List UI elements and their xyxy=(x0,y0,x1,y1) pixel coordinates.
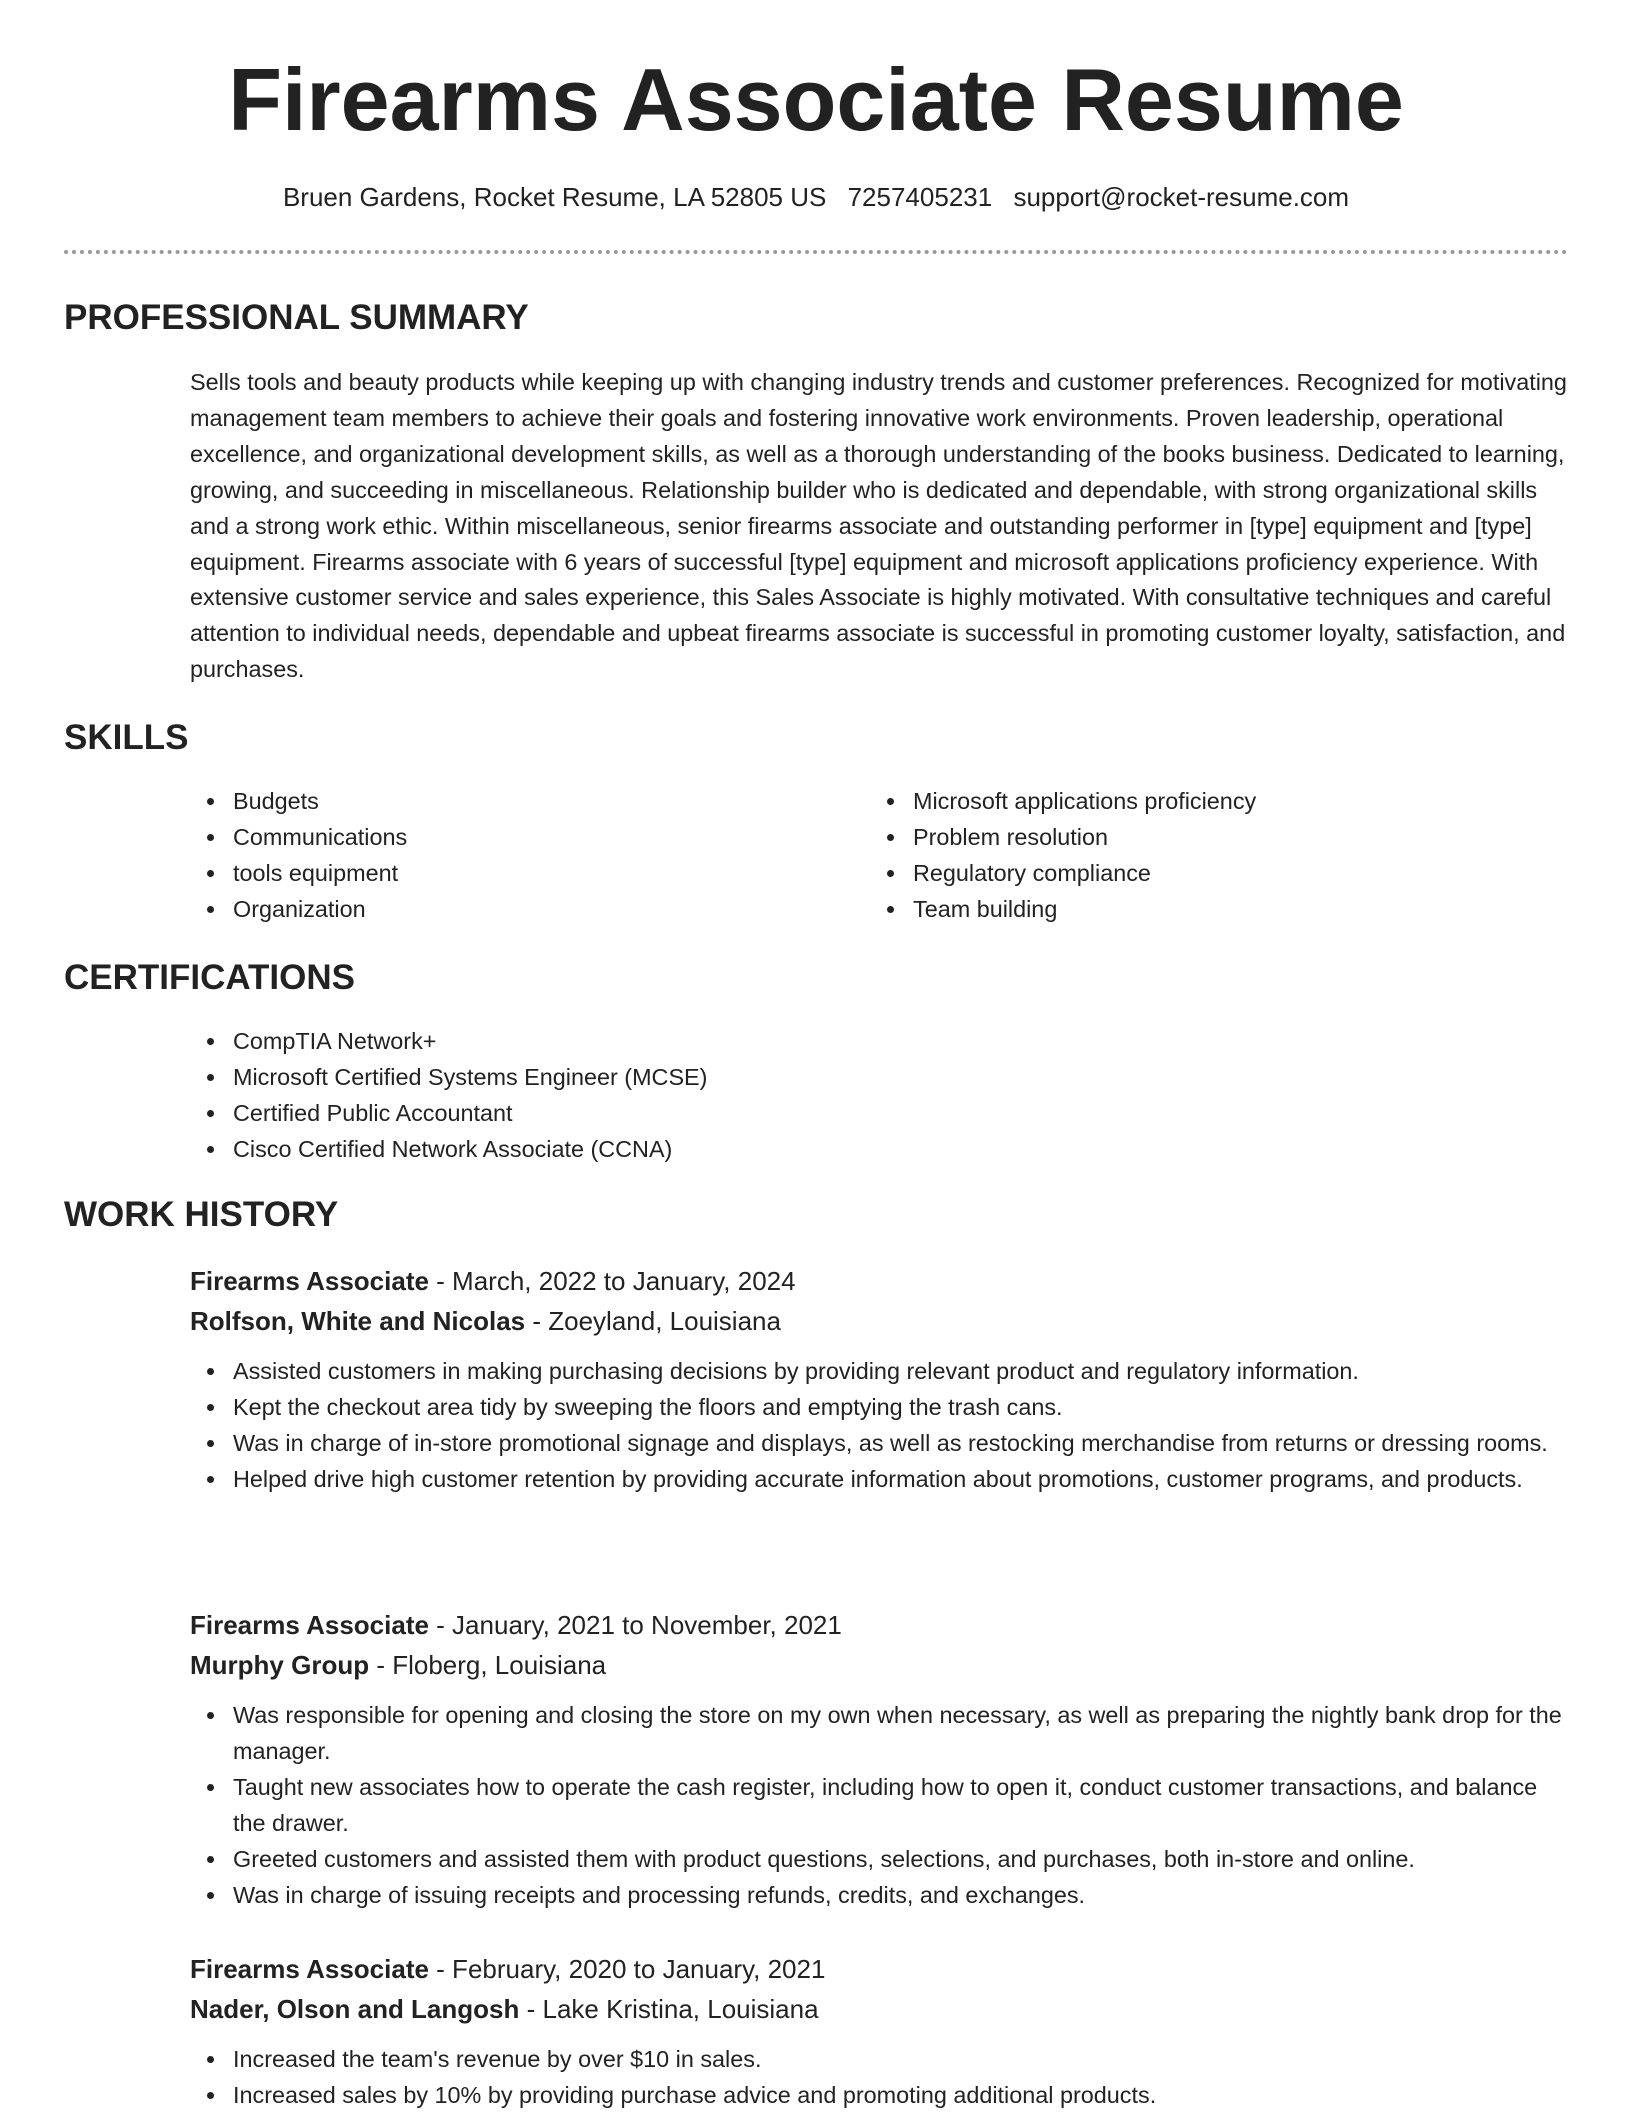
skill-item: Communications xyxy=(233,819,873,855)
job-title: Firearms Associate xyxy=(190,1610,429,1640)
job-company: Nader, Olson and Langosh xyxy=(190,1994,520,2024)
job-duty: Increased sales by 10% by providing purchase advice and promoting additional products. xyxy=(233,2077,1570,2113)
job-duty: Taught new associates how to operate the cash register, including how to open it, conduct customer transactions, and balance the drawer. xyxy=(233,1769,1570,1841)
certifications-list xyxy=(190,1023,1533,1167)
skill-item: Problem resolution xyxy=(913,819,1553,855)
job-location: - Lake Kristina, Louisiana xyxy=(519,1994,819,2024)
contact-line xyxy=(0,181,1632,215)
job-entry xyxy=(190,1605,1570,1913)
certifications-heading: CERTIFICATIONS xyxy=(64,958,356,997)
job-dates: - March, 2022 to January, 2024 xyxy=(428,1266,796,1296)
job-duty: Increased the team's revenue by over $10 in sales. xyxy=(233,2041,1570,2077)
job-title-line xyxy=(190,1261,1570,1301)
skills-heading: SKILLS xyxy=(64,718,189,757)
skill-item: Budgets xyxy=(233,783,873,819)
skills-list-left xyxy=(190,783,873,927)
job-duty: Was in charge of issuing receipts and processing refunds, credits, and exchanges. xyxy=(233,1877,1570,1913)
work-history-heading: WORK HISTORY xyxy=(64,1195,339,1234)
job-company-line xyxy=(190,1645,1570,1685)
certification-item: Microsoft Certified Systems Engineer (MCSE) xyxy=(233,1059,1533,1095)
certification-item: CompTIA Network+ xyxy=(233,1023,1533,1059)
contact-address: Bruen Gardens, Rocket Resume, LA 52805 US xyxy=(282,182,827,212)
skill-item: tools equipment xyxy=(233,855,873,891)
job-entry xyxy=(190,1261,1570,1497)
job-duty: Kept the checkout area tidy by sweeping the floors and emptying the trash cans. xyxy=(233,1389,1570,1425)
job-duties-list xyxy=(190,1353,1570,1497)
job-duty: Helped drive high customer retention by providing accurate information about promotions, customer programs, and products. xyxy=(233,1461,1570,1497)
job-entry xyxy=(190,1949,1570,2113)
job-duties-list xyxy=(190,2041,1570,2113)
job-title: Firearms Associate xyxy=(190,1954,429,1984)
job-title-line xyxy=(190,1949,1570,1989)
skills-list-right xyxy=(870,783,1553,927)
skill-item: Regulatory compliance xyxy=(913,855,1553,891)
job-duty: Assisted customers in making purchasing decisions by providing relevant product and regulatory information. xyxy=(233,1353,1570,1389)
header-divider xyxy=(64,250,1568,254)
job-title: Firearms Associate xyxy=(190,1266,429,1296)
contact-phone: 7257405231 xyxy=(847,182,993,212)
job-location: - Zoeyland, Louisiana xyxy=(525,1306,781,1336)
job-duties-list xyxy=(190,1697,1570,1913)
skill-item: Organization xyxy=(233,891,873,927)
job-company: Murphy Group xyxy=(190,1650,370,1680)
skill-item: Team building xyxy=(913,891,1553,927)
summary-text: Sells tools and beauty products while keeping up with changing industry trends and customer preferences. Recognized for motivating management team members to achieve their goals and fostering innovative work environments. Proven leadership, operational excellence, and organizational development skills, as well as a thorough understanding of the books business. Dedicated to learning, growing, and succeeding in miscellaneous. Relationship builder who is dedicated and dependable, with strong organizational skills and a strong work ethic. Within miscellaneous, senior firearms associate and outstanding performer in [type] equipment and [type] equipment. Firearms associate with 6 years of successful [type] equipment and microsoft applications proficiency experience. With extensive customer service and sales experience, this Sales Associate is highly motivated. With consultative techniques and careful attention to individual needs, dependable and upbeat firearms associate is successful in promoting customer loyalty, satisfaction, and purchases. xyxy=(190,369,1567,683)
job-dates: - January, 2021 to November, 2021 xyxy=(428,1610,842,1640)
skill-item: Microsoft applications proficiency xyxy=(913,783,1553,819)
contact-email: support@rocket-resume.com xyxy=(1013,182,1350,212)
summary-heading: PROFESSIONAL SUMMARY xyxy=(64,298,529,337)
job-duty: Was responsible for opening and closing the store on my own when necessary, as well as preparing the nightly bank drop for the manager. xyxy=(233,1697,1570,1769)
job-title-line xyxy=(190,1605,1570,1645)
job-company-line xyxy=(190,1301,1570,1341)
job-duty: Greeted customers and assisted them with product questions, selections, and purchases, both in-store and online. xyxy=(233,1841,1570,1877)
job-dates: - February, 2020 to January, 2021 xyxy=(428,1954,826,1984)
certification-item: Cisco Certified Network Associate (CCNA) xyxy=(233,1131,1533,1167)
job-duty: Was in charge of in-store promotional signage and displays, as well as restocking merchandise from returns or dressing rooms. xyxy=(233,1425,1570,1461)
certification-item: Certified Public Accountant xyxy=(233,1095,1533,1131)
resume-title: Firearms Associate Resume xyxy=(228,50,1404,149)
job-company: Rolfson, White and Nicolas xyxy=(190,1306,526,1336)
job-company-line xyxy=(190,1989,1570,2029)
job-location: - Floberg, Louisiana xyxy=(369,1650,607,1680)
